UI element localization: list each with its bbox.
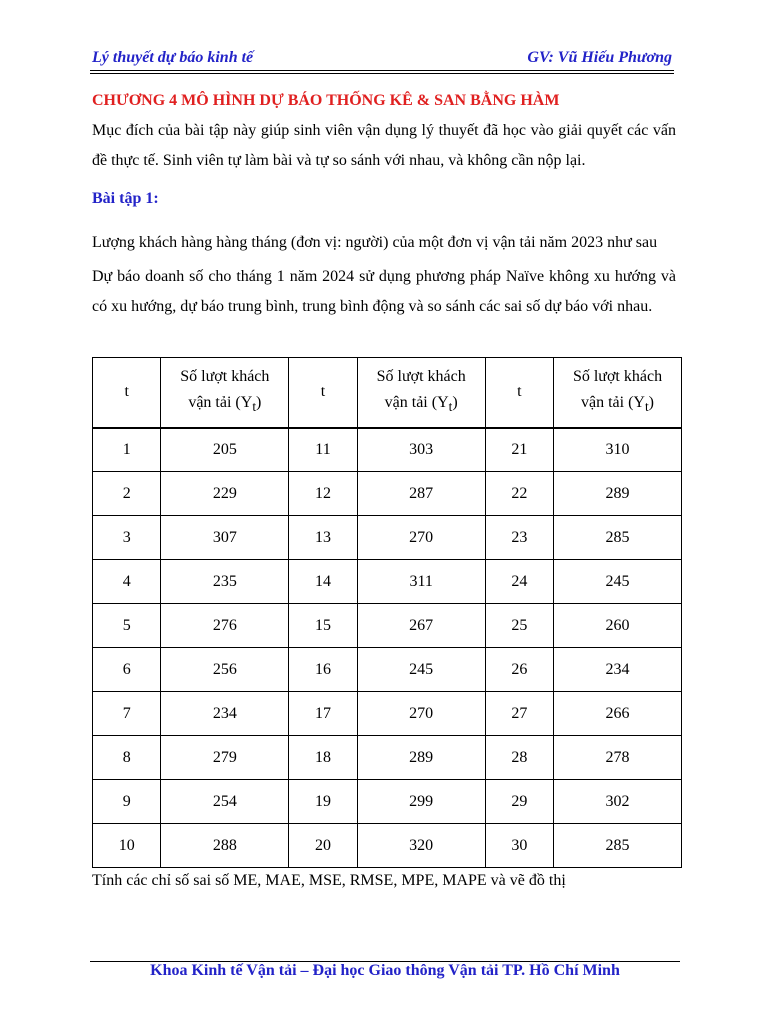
- cell-period: 8: [93, 736, 161, 780]
- chapter-title: CHƯƠNG 4 MÔ HÌNH DỰ BÁO THỐNG KÊ & SAN BẰNG HÀM: [92, 92, 560, 109]
- cell-passengers: 266: [554, 692, 682, 736]
- cell-passengers: 285: [554, 516, 682, 560]
- cell-period: 28: [485, 736, 553, 780]
- cell-passengers: 270: [357, 692, 485, 736]
- cell-passengers: 320: [357, 824, 485, 868]
- cell-period: 6: [93, 648, 161, 692]
- cell-passengers: 303: [357, 428, 485, 472]
- table-row: [93, 736, 682, 780]
- table-header-row: [93, 358, 682, 428]
- cell-period: 1: [93, 428, 161, 472]
- header-divider-double: [90, 73, 674, 74]
- cell-passengers: 234: [554, 648, 682, 692]
- cell-period: 2: [93, 472, 161, 516]
- intro-paragraph: Mục đích của bài tập này giúp sinh viên vận dụng lý thuyết đã học vào giải quyết các vấn đề thực tế. Sinh viên tự làm bài và tự so sánh với nhau, và không cần nộp lại.: [92, 122, 676, 169]
- column-header-value: Số lượt khách vận tải $(Y_t)$: [161, 358, 289, 428]
- cell-passengers: 279: [161, 736, 289, 780]
- header-lecturer: GV: Vũ Hiếu Phương: [527, 49, 672, 66]
- cell-passengers: 270: [357, 516, 485, 560]
- cell-period: 7: [93, 692, 161, 736]
- cell-period: 3: [93, 516, 161, 560]
- column-header-value: Số lượt khách vận tải $(Y_t)$: [554, 358, 682, 428]
- cell-period: 18: [289, 736, 357, 780]
- cell-period: 30: [485, 824, 553, 868]
- cell-period: 16: [289, 648, 357, 692]
- error-metrics-instruction: Tính các chỉ số sai số ME, MAE, MSE, RMSE, MPE, MAPE và vẽ đồ thị: [92, 872, 566, 889]
- cell-passengers: 267: [357, 604, 485, 648]
- table-row: [93, 824, 682, 868]
- cell-period: 29: [485, 780, 553, 824]
- cell-period: 5: [93, 604, 161, 648]
- cell-period: 23: [485, 516, 553, 560]
- exercise-title: Bài tập 1:: [92, 190, 159, 207]
- cell-period: 17: [289, 692, 357, 736]
- cell-period: 20: [289, 824, 357, 868]
- table-body: [93, 428, 682, 868]
- column-header-t: t: [289, 358, 357, 428]
- cell-passengers: 302: [554, 780, 682, 824]
- cell-period: 10: [93, 824, 161, 868]
- cell-passengers: 288: [161, 824, 289, 868]
- cell-period: 25: [485, 604, 553, 648]
- cell-period: 4: [93, 560, 161, 604]
- cell-passengers: 285: [554, 824, 682, 868]
- cell-period: 22: [485, 472, 553, 516]
- cell-period: 9: [93, 780, 161, 824]
- table-row: [93, 560, 682, 604]
- cell-passengers: 245: [357, 648, 485, 692]
- exercise-task: Dự báo doanh số cho tháng 1 năm 2024 sử dụng phương pháp Naïve không xu hướng và có xu hướng, dự báo trung bình, trung bình động và so sánh các sai số dự báo với nhau.: [92, 268, 676, 315]
- column-header-t: t: [485, 358, 553, 428]
- cell-passengers: 256: [161, 648, 289, 692]
- cell-passengers: 229: [161, 472, 289, 516]
- cell-passengers: 234: [161, 692, 289, 736]
- cell-period: 19: [289, 780, 357, 824]
- footer-institution: Khoa Kinh tế Vận tải – Đại học Giao thông Vận tải TP. Hồ Chí Minh: [150, 962, 620, 979]
- table-row: [93, 472, 682, 516]
- cell-passengers: 260: [554, 604, 682, 648]
- table-row: [93, 648, 682, 692]
- header-course-title: Lý thuyết dự báo kinh tế: [92, 49, 254, 66]
- cell-period: 12: [289, 472, 357, 516]
- cell-passengers: 307: [161, 516, 289, 560]
- cell-period: 13: [289, 516, 357, 560]
- column-header-value: Số lượt khách vận tải $(Y_t)$: [357, 358, 485, 428]
- cell-passengers: 245: [554, 560, 682, 604]
- exercise-statement: Lượng khách hàng hàng tháng (đơn vị: người) của một đơn vị vận tải năm 2023 như sau: [92, 234, 658, 251]
- cell-passengers: 287: [357, 472, 485, 516]
- cell-period: 11: [289, 428, 357, 472]
- cell-period: 27: [485, 692, 553, 736]
- cell-passengers: 299: [357, 780, 485, 824]
- cell-passengers: 254: [161, 780, 289, 824]
- cell-period: 15: [289, 604, 357, 648]
- table-row: [93, 692, 682, 736]
- cell-passengers: 205: [161, 428, 289, 472]
- header-divider: [90, 70, 674, 71]
- table-row: [93, 516, 682, 560]
- column-header-t: t: [93, 358, 161, 428]
- cell-period: 21: [485, 428, 553, 472]
- cell-passengers: 235: [161, 560, 289, 604]
- cell-passengers: 311: [357, 560, 485, 604]
- cell-passengers: 278: [554, 736, 682, 780]
- cell-passengers: 276: [161, 604, 289, 648]
- table-row: [93, 604, 682, 648]
- cell-passengers: 289: [554, 472, 682, 516]
- cell-period: 24: [485, 560, 553, 604]
- cell-passengers: 310: [554, 428, 682, 472]
- table-row: [93, 428, 682, 472]
- cell-period: 26: [485, 648, 553, 692]
- data-table: [92, 357, 682, 868]
- table-row: [93, 780, 682, 824]
- cell-passengers: 289: [357, 736, 485, 780]
- cell-period: 14: [289, 560, 357, 604]
